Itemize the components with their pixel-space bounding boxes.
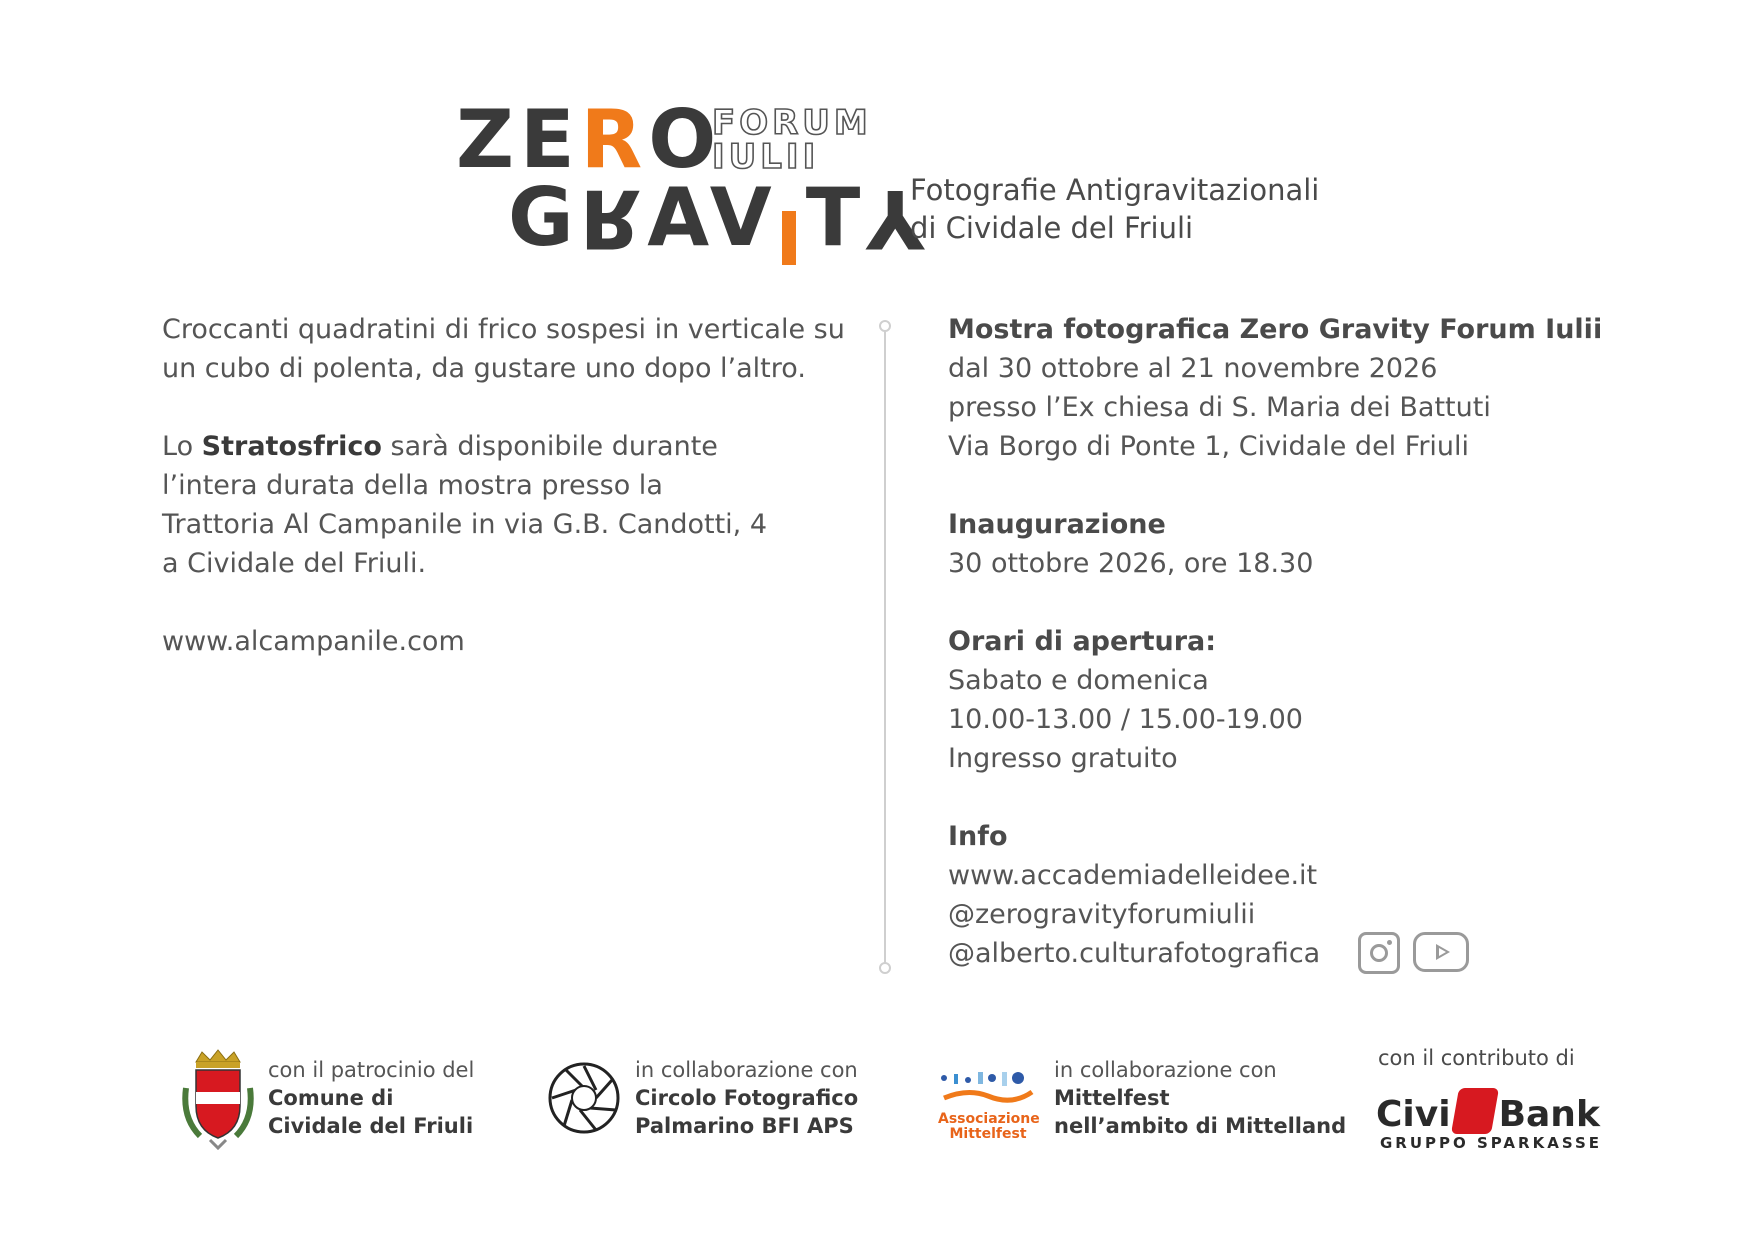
intro-line: Croccanti quadratini di frico sospesi in verticale su <box>162 314 845 345</box>
logo-iulii: IULII <box>712 137 820 177</box>
info-section <box>948 817 1320 973</box>
divider-dot-top <box>879 320 891 332</box>
column-divider <box>884 330 886 966</box>
mittelfest-logo-icon <box>938 1068 1038 1112</box>
mittelfest-credit: in collaborazione con Mittelfest nell’ambito di Mittelland <box>1054 1058 1347 1138</box>
orari-section <box>948 622 1303 778</box>
stratosfrico-paragraph: Lo Stratosfrico sarà disponibile durante l’intera durata della mostra presso la Trattoria Al Campanile in via G.B. Candotti, 4 a Cividale del Friuli. <box>162 427 767 583</box>
intro-paragraph <box>162 310 845 388</box>
mostra-section <box>948 310 1602 466</box>
civibank-mark-icon <box>1451 1088 1499 1134</box>
mostra-title: Mostra fotografica Zero Gravity Forum Iulii <box>948 314 1603 345</box>
civibank-logo: Civi Bank <box>1376 1088 1600 1135</box>
logo-subtitle-line1: Fotografie Antigravitazionali <box>910 173 1320 207</box>
mostra-address: Via Borgo di Ponte 1, Cividale del Friuli <box>948 431 1470 462</box>
stratosfrico-name: Stratosfrico <box>201 431 382 462</box>
info-handle-zerogravity[interactable]: @zerogravityforumiulii <box>948 899 1256 930</box>
contributo-label: con il contributo di <box>1378 1046 1575 1070</box>
mittelfest-logo-text: Associazione Mittelfest <box>938 1111 1040 1142</box>
logo-zero: ZERO <box>456 93 723 186</box>
mostra-place: presso l’Ex chiesa di S. Maria dei Battuti <box>948 392 1491 423</box>
logo-orange-bar <box>782 211 796 265</box>
inaugurazione-section <box>948 505 1313 583</box>
paragraph-line: a Cividale del Friuli. <box>162 548 427 579</box>
instagram-icon[interactable] <box>1358 932 1400 974</box>
inaugurazione-title: Inaugurazione <box>948 509 1166 540</box>
info-website-link[interactable]: www.accademiadelleidee.it <box>948 860 1318 891</box>
comune-coat-of-arms-icon <box>180 1048 256 1150</box>
logo-gravity: GRAV TY <box>508 171 931 265</box>
paragraph-line: Trattoria Al Campanile in via G.B. Candotti, 4 <box>162 509 768 540</box>
info-title: Info <box>948 821 1008 852</box>
circolo-credit: in collaborazione con Circolo Fotografico Palmarino BFI APS <box>635 1058 859 1138</box>
circolo-aperture-icon <box>546 1060 622 1136</box>
orari-hours: 10.00-13.00 / 15.00-19.00 <box>948 704 1303 735</box>
orari-days: Sabato e domenica <box>948 665 1209 696</box>
youtube-icon[interactable] <box>1413 932 1469 972</box>
divider-dot-bottom <box>879 962 891 974</box>
orari-ingresso: Ingresso gratuito <box>948 743 1178 774</box>
comune-credit: con il patrocinio del Comune di Cividale del Friuli <box>268 1058 475 1138</box>
alcampanile-link[interactable]: www.alcampanile.com <box>162 626 465 657</box>
gruppo-sparkasse: GRUPPO SPARKASSE <box>1380 1134 1602 1152</box>
logo-forum: FORUM <box>712 103 872 143</box>
mostra-dates: dal 30 ottobre al 21 novembre 2026 <box>948 353 1438 384</box>
orari-title: Orari di apertura: <box>948 626 1217 657</box>
inaugurazione-date: 30 ottobre 2026, ore 18.30 <box>948 548 1314 579</box>
info-handle-alberto[interactable]: @alberto.culturafotografica <box>948 938 1321 969</box>
logo-subtitle-line2: di Cividale del Friuli <box>910 211 1194 245</box>
paragraph-line: l’intera durata della mostra presso la <box>162 470 663 501</box>
intro-line: un cubo di polenta, da gustare uno dopo l’altro. <box>162 353 806 384</box>
